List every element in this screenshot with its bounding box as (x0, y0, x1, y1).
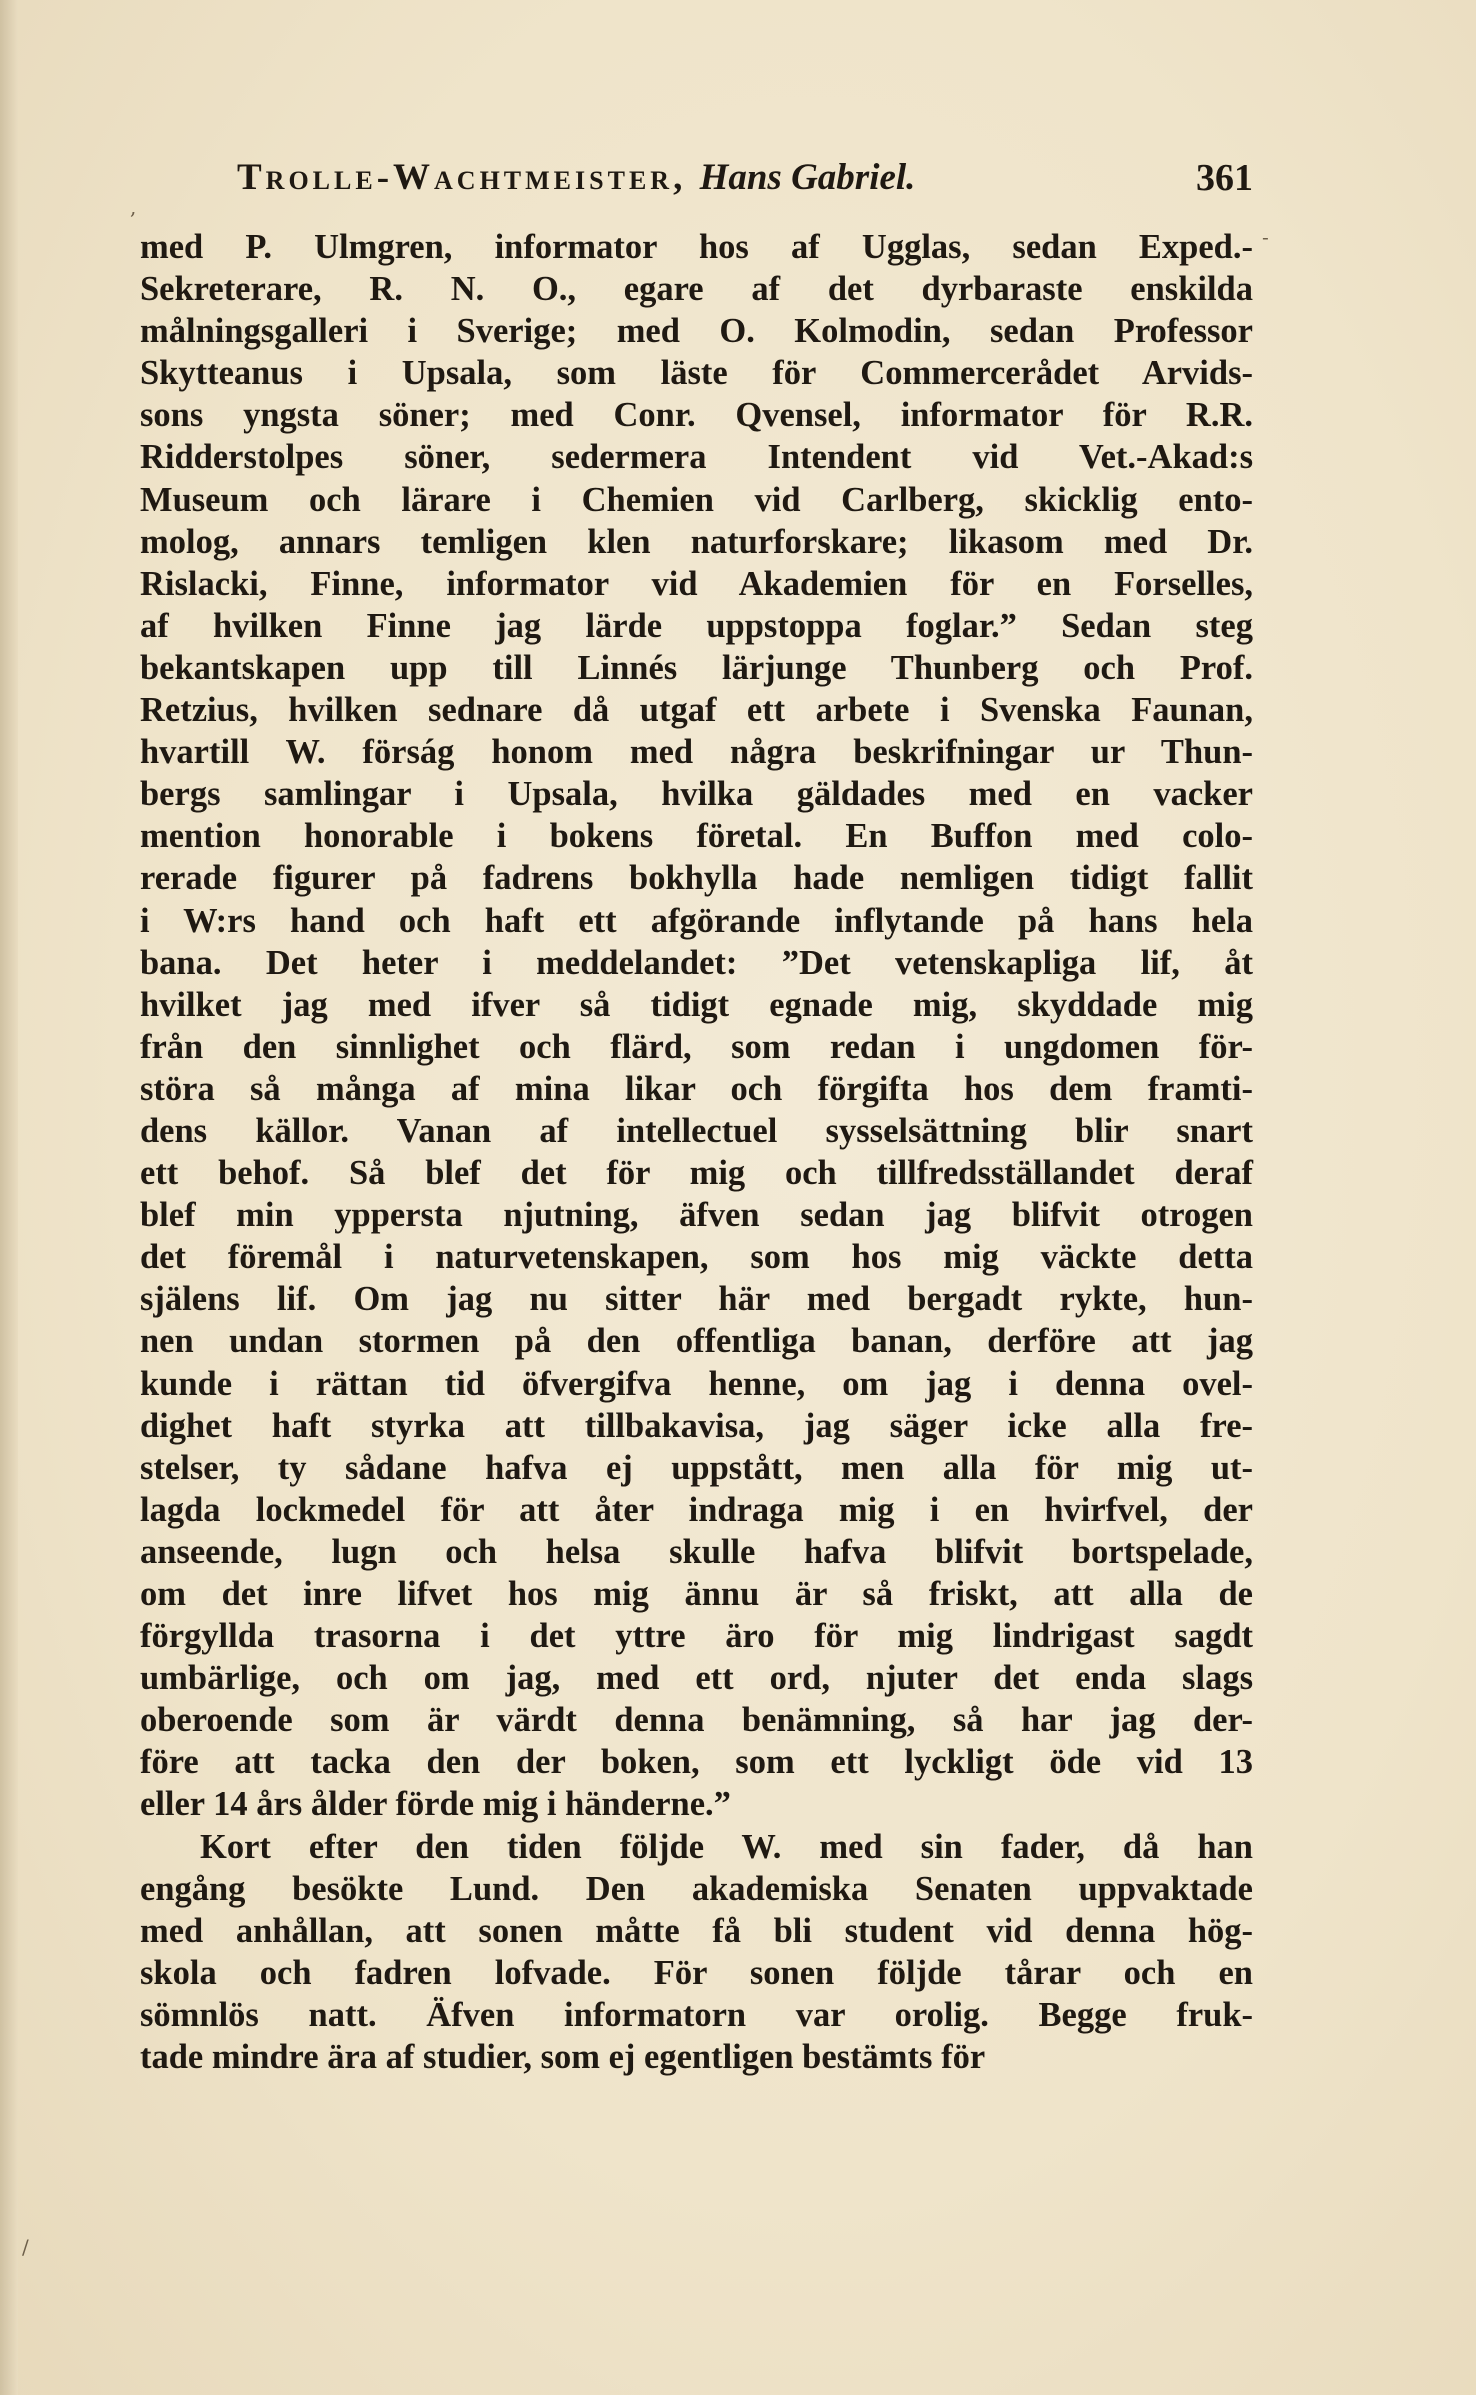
text-line: Kort efter den tiden följde W. med sin fader, då han (200, 1827, 1253, 1866)
text-line: eller 14 års ålder förde mig i händerne.” (140, 1785, 731, 1824)
body-text (140, 226, 1253, 2078)
text-line: i W:rs hand och haft ett afgörande inflytande på hans hela (140, 901, 1253, 940)
running-title-caps: Trolle-Wachtmeister, (237, 157, 687, 198)
text-line: sömnlös natt. Äfven informatorn var orolig. Begge fruk- (140, 1995, 1253, 2034)
text-line: Sekreterare, R. N. O., egare af det dyrbaraste enskilda (140, 270, 1253, 309)
text-line: hvartill W. förság honom med några beskrifningar ur Thun- (140, 733, 1253, 772)
text-line: oberoende som är värdt denna benämning, så har jag der- (140, 1701, 1253, 1740)
print-speck: , (130, 195, 137, 219)
text-line: mention honorable i bokens företal. En Buffon med colo- (140, 817, 1253, 856)
text-line: kunde i rättan tid öfvergifva henne, om jag i denna ovel- (140, 1364, 1253, 1403)
text-line: det föremål i naturvetenskapen, som hos mig väckte detta (140, 1238, 1253, 1277)
text-line: blef min yppersta njutning, äfven sedan jag blifvit otrogen (140, 1196, 1253, 1235)
text-line: själens lif. Om jag nu sitter här med bergadt rykte, hun- (140, 1280, 1253, 1319)
text-line: bergs samlingar i Upsala, hvilka gäldades med en vacker (140, 775, 1253, 814)
text-line: hvilket jag med ifver så tidigt egnade mig, skyddade mig (140, 985, 1253, 1024)
print-speck: / (22, 2235, 29, 2259)
page-spine-shadow (0, 0, 18, 2395)
text-line: af hvilken Finne jag lärde uppstoppa foglar.” Sedan steg (140, 606, 1253, 645)
text-line: störa så många af mina likar och förgifta hos dem framti- (140, 1069, 1253, 1108)
text-line: från den sinnlighet och flärd, som redan i ungdomen för- (140, 1027, 1253, 1066)
text-line: engång besökte Lund. Den akademiska Senaten uppvaktade (140, 1869, 1253, 1908)
text-line: molog, annars temligen klen naturforskare; likasom med Dr. (140, 522, 1253, 561)
text-line: skola och fadren lofvade. För sonen följde tårar och en (140, 1953, 1253, 1992)
print-speck: - (1262, 225, 1269, 249)
text-line: målningsgalleri i Sverige; med O. Kolmodin, sedan Professor (140, 312, 1253, 351)
text-line: med anhållan, att sonen måtte få bli student vid denna hög- (140, 1911, 1253, 1950)
text-line: Rislacki, Finne, informator vid Akademien för en Forselles, (140, 564, 1253, 603)
text-line: före att tacka den der boken, som ett lyckligt öde vid 13 (140, 1743, 1253, 1782)
text-line: om det inre lifvet hos mig ännu är så friskt, att alla de (140, 1575, 1253, 1613)
text-line: Ridderstolpes söner, sedermera Intendent vid Vet.-Akad:s (140, 438, 1253, 477)
text-line: lagda lockmedel för att åter indraga mig i en hvirfvel, der (140, 1490, 1253, 1529)
text-line: bana. Det heter i meddelandet: ”Det vetenskapliga lif, åt (140, 943, 1253, 982)
running-title-name: Hans Gabriel. (699, 157, 916, 198)
text-line: bekantskapen upp till Linnés lärjunge Thunberg och Prof. (140, 648, 1253, 687)
text-line: förgyllda trasorna i det yttre äro för mig lindrigast sagdt (140, 1617, 1253, 1656)
text-line: Retzius, hvilken sednare då utgaf ett arbete i Svenska Faunan, (140, 691, 1253, 730)
page-number: 361 (1196, 157, 1253, 199)
text-line: Skytteanus i Upsala, som läste för Commercerådet Arvids- (140, 354, 1253, 393)
running-header (237, 156, 1253, 208)
text-line: umbärlige, och om jag, med ett ord, njuter det enda slags (140, 1659, 1253, 1698)
text-line: anseende, lugn och helsa skulle hafva blifvit bortspelade, (140, 1532, 1253, 1571)
text-line: dens källor. Vanan af intellectuel sysselsättning blir snart (140, 1111, 1253, 1150)
text-line: dighet haft styrka att tillbakavisa, jag säger icke alla fre- (140, 1406, 1253, 1445)
text-line: nen undan stormen på den offentliga banan, derföre att jag (140, 1322, 1253, 1361)
text-line: stelser, ty sådane hafva ej uppstått, men alla för mig ut- (140, 1448, 1253, 1487)
text-line: sons yngsta söner; med Conr. Qvensel, informator för R.R. (140, 396, 1253, 435)
text-line: ett behof. Så blef det för mig och tillfredsställandet deraf (140, 1154, 1253, 1193)
text-line: Museum och lärare i Chemien vid Carlberg, skicklig ento- (140, 480, 1253, 519)
text-line: med P. Ulmgren, informator hos af Ugglas, sedan Exped.- (140, 228, 1253, 266)
text-line: rerade figurer på fadrens bokhylla hade nemligen tidigt fallit (140, 859, 1253, 898)
text-line: tade mindre ära af studier, som ej egentligen bestämts för (140, 2038, 986, 2077)
running-title (237, 156, 915, 199)
